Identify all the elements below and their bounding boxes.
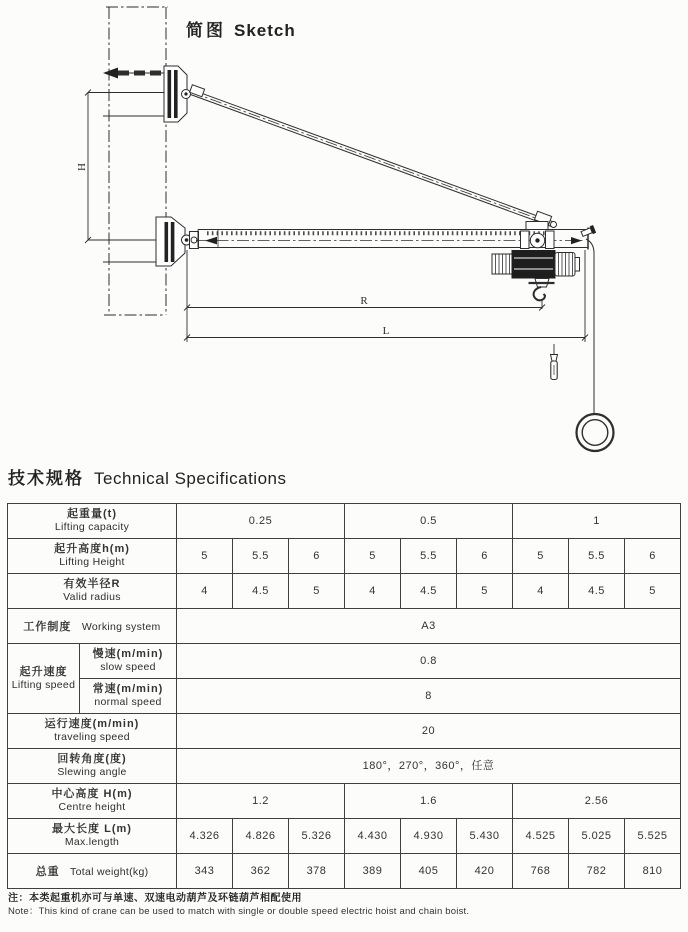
row-header-lifting-capacity: 起重量(t) Lifting capacity <box>8 504 177 539</box>
row-valid-radius <box>8 574 681 609</box>
spec-cell: 8 <box>177 679 681 714</box>
spec-cell: 5 <box>625 574 681 609</box>
row-header-total-weight: 总重 Total weight(kg) <box>8 854 177 889</box>
row-header-centre-height: 中心高度 H(m) Centre height <box>8 784 177 819</box>
spec-cell: 0.5 <box>345 504 513 539</box>
electric-hoist <box>492 251 580 279</box>
spec-cell: 4.826 <box>233 819 289 854</box>
section-title <box>8 464 286 489</box>
crane-sketch-svg <box>0 0 688 460</box>
wall-column <box>104 7 168 315</box>
row-total-weight <box>8 854 681 889</box>
row-header-max-length: 最大长度 L(m) Max.length <box>8 819 177 854</box>
sketch-title-zh: 简图 <box>186 21 226 40</box>
spec-cell: 4.430 <box>345 819 401 854</box>
anchor-bolt-arrow <box>103 68 166 79</box>
spec-cell: A3 <box>177 609 681 644</box>
dimension-r-label: R <box>360 295 368 307</box>
spec-cell: 5 <box>345 539 401 574</box>
spec-cell: 5.025 <box>569 819 625 854</box>
footnote-zh: 注：本类起重机亦可与单速、双速电动葫芦及环链葫芦相配使用 <box>8 893 302 904</box>
spec-cell: 4.326 <box>177 819 233 854</box>
spec-cell: 6 <box>625 539 681 574</box>
sketch-title-en: Sketch <box>234 21 296 40</box>
row-lifting-capacity <box>8 504 681 539</box>
spec-cell: 1 <box>513 504 681 539</box>
hook <box>529 279 555 310</box>
spec-cell: 5.5 <box>233 539 289 574</box>
section-title-zh: 技术规格 <box>8 469 84 488</box>
spec-cell: 5 <box>513 539 569 574</box>
row-working-system <box>8 609 681 644</box>
spec-cell: 0.8 <box>177 644 681 679</box>
spec-cell: 4 <box>345 574 401 609</box>
spec-cell: 5 <box>457 574 513 609</box>
spec-cell: 2.56 <box>513 784 681 819</box>
row-header-working-system: 工作制度 Working system <box>8 609 177 644</box>
spec-cell: 5.5 <box>401 539 457 574</box>
sketch-title <box>186 16 296 41</box>
spec-cell: 5 <box>177 539 233 574</box>
row-lifting-height <box>8 539 681 574</box>
spec-cell: 5 <box>289 574 345 609</box>
row-slewing-angle <box>8 749 681 784</box>
dimension-h-label: H <box>76 163 88 171</box>
crane-sketch <box>0 0 688 460</box>
spec-cell: 1.6 <box>345 784 513 819</box>
row-centre-height <box>8 784 681 819</box>
row-header-traveling-speed: 运行速度(m/min) traveling speed <box>8 714 177 749</box>
row-header-valid-radius: 有效半径R Valid radius <box>8 574 177 609</box>
upper-bracket <box>164 66 191 122</box>
spec-cell: 4.5 <box>233 574 289 609</box>
row-slow-speed <box>8 644 681 679</box>
spec-cell: 810 <box>625 854 681 889</box>
dimension-l-label: L <box>382 325 390 337</box>
spec-cell: 180°，270°，360°，任意 <box>177 749 681 784</box>
spec-cell: 5.5 <box>569 539 625 574</box>
spec-cell: 6 <box>457 539 513 574</box>
row-header-normal-speed: 常速(m/min) normal speed <box>80 679 177 714</box>
lower-bracket <box>156 217 199 266</box>
row-traveling-speed <box>8 714 681 749</box>
spec-cell: 4.525 <box>513 819 569 854</box>
spec-cell: 0.25 <box>177 504 345 539</box>
row-header-lifting-height: 起升高度h(m) Lifting Height <box>8 539 177 574</box>
row-header-slewing-angle: 回转角度(度) Slewing angle <box>8 749 177 784</box>
spec-cell: 768 <box>513 854 569 889</box>
spec-cell: 4 <box>513 574 569 609</box>
row-normal-speed <box>8 679 681 714</box>
row-max-length <box>8 819 681 854</box>
spec-cell: 5.326 <box>289 819 345 854</box>
tie-rod <box>190 85 557 228</box>
spec-cell: 389 <box>345 854 401 889</box>
row-header-slow-speed: 慢速(m/min) slow speed <box>80 644 177 679</box>
spec-cell: 405 <box>401 854 457 889</box>
spec-table-wrap <box>7 503 681 889</box>
spec-cell: 20 <box>177 714 681 749</box>
spec-cell: 362 <box>233 854 289 889</box>
row-header-lifting-speed: 起升速度 Lifting speed <box>8 644 80 714</box>
spec-cell: 1.2 <box>177 784 345 819</box>
spec-table <box>7 503 681 889</box>
spec-cell: 6 <box>289 539 345 574</box>
section-title-en: Technical Specifications <box>94 469 287 488</box>
spec-cell: 4.5 <box>569 574 625 609</box>
spec-cell: 343 <box>177 854 233 889</box>
footnote <box>8 893 469 918</box>
spec-cell: 378 <box>289 854 345 889</box>
spec-cell: 5.430 <box>457 819 513 854</box>
spec-cell: 4.930 <box>401 819 457 854</box>
reference-lines <box>88 93 166 263</box>
pendant-control <box>551 344 558 380</box>
rope-and-ring <box>577 239 614 451</box>
spec-cell: 5.525 <box>625 819 681 854</box>
spec-cell: 4.5 <box>401 574 457 609</box>
footnote-en: Note：This kind of crane can be used to match with single or double speed electric hoist and chain boist. <box>8 905 470 917</box>
spec-cell: 782 <box>569 854 625 889</box>
spec-cell: 4 <box>177 574 233 609</box>
spec-cell: 420 <box>457 854 513 889</box>
